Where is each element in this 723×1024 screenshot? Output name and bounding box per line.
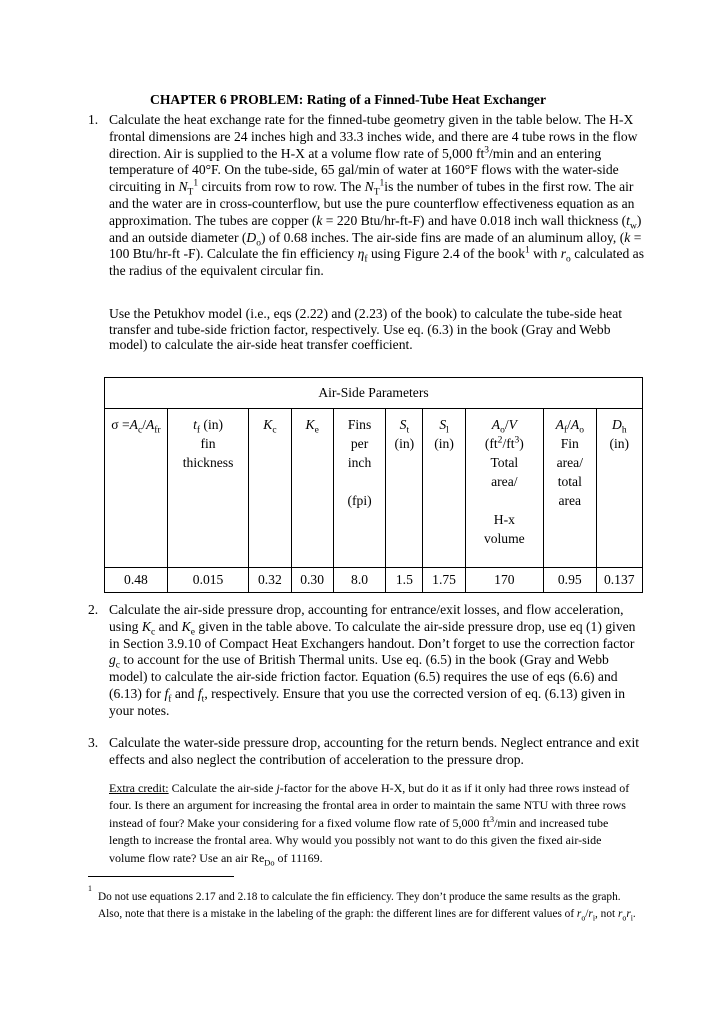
col-fin-thickness: $t_f$ (in) fin thickness xyxy=(167,409,248,568)
table-cell: 1.5 xyxy=(386,568,423,593)
problem-2 xyxy=(88,602,648,720)
table-row xyxy=(105,568,643,593)
col-ke: $K_e$ xyxy=(291,409,333,568)
col-fin-area-ratio: $A_f/A_o$ Fin area/ total area xyxy=(544,409,597,568)
table-cell: 0.137 xyxy=(596,568,642,593)
col-area-volume: $A_o/V$ $(ft^2/ft^3)$ Total area/ H-x volume xyxy=(465,409,543,568)
problem-3 xyxy=(88,735,648,769)
table-cell: 8.0 xyxy=(333,568,386,593)
table-header-row xyxy=(105,409,643,568)
problem-1 xyxy=(88,112,648,280)
col-st: $S_t$ (in) xyxy=(386,409,423,568)
extra-credit-label: Extra credit: xyxy=(109,781,169,795)
col-sl: $S_l$ (in) xyxy=(423,409,465,568)
table-cell: 0.32 xyxy=(249,568,291,593)
page-title: CHAPTER 6 PROBLEM: Rating of a Finned-Tube Heat Exchanger xyxy=(150,92,546,107)
petukhov-paragraph: Use the Petukhov model (i.e., eqs (2.22) and (2.23) of the book) to calculate the tube-side heat transfer and tube-side friction factor, respectively. Use eq. (6.3) in the book (Gray and Webb model) to calculate the air-side heat transfer coefficient. xyxy=(109,306,623,352)
col-kc: $K_c$ xyxy=(249,409,291,568)
footnote: 1 Do not use equations 2.17 and 2.18 to calculate the fin efficiency. They don’t produce the same results as the graph. Also, note that there is a mistake in the labeling of the graph: the different lines are for different values of $r_o/r_i$, not $r_or_i$. xyxy=(88,889,644,922)
col-fins-per-inch: Fins per inch (fpi) xyxy=(333,409,386,568)
air-side-parameters-table xyxy=(104,377,643,593)
table-title: Air-Side Parameters xyxy=(105,378,643,409)
extra-credit: Extra credit: Calculate the air-side j-factor for the above H-X, but do it as if it only had three rows instead of four. Is there an argument for increasing the frontal area in order to maintain the same NTU with three rows instead of four? Make your considering for a fixed volume flow rate of 5,000 $ft^3/\min$ and increased tube length to increase the frontal area. Why would you possibly not want to do this given the fixed air-side volume flow rate? Use an air $Re_{Do}$ of 11169. xyxy=(109,781,630,868)
table-cell: 170 xyxy=(465,568,543,593)
footnote-text: Do not use equations 2.17 and 2.18 to calculate the fin efficiency. They don’t produce the same results as the graph. Also, note that there is a mistake in the labeling of the graph: the different lines are for different values of $r_o/r_i$, not $r_or_i$. xyxy=(98,891,636,922)
problem-number: 3. xyxy=(88,735,99,750)
problem-text: Calculate the water-side pressure drop, accounting for the return bends. Neglect entrance and exit effects and also neglect the contribution of acceleration to the pressure drop. xyxy=(109,735,640,767)
table-cell: 0.48 xyxy=(105,568,168,593)
problem-text: Calculate the heat exchange rate for the finned-tube geometry given in the table below. The H-X frontal dimensions are 24 inches high and 33.3 inches wide, and there are 4 tube rows in the flow direction. Air is supplied to the H-X at a volume flow rate of 5,000 $ft^3/\min$ and an entering temperature of 40°F. On the tube-side, 65 gal/min of water at 160°F flows with the water-side circuiting in $N_T^1$ circuits from row to row. The $N_T^1is$ the number of tubes in the first row. The air and the water are in cross-counterflow, but use the pure counterflow effectiveness equation as an approximation. The tubes are copper (k = 220 Btu/hr-ft-F) and have 0.018 inch wall thickness $(t_w)$ and an outside diameter $(D_o)$ of 0.68 inches. The air-side fins are made of an aluminum alloy, (k = 100 Btu/hr-ft -F). Calculate the fin efficiency $\eta_f$ using Figure 2.4 of the book$^1$ with $r_o$ calculated as the radius of the equivalent circular fin. xyxy=(109,112,645,279)
col-dh: $D_h$ (in) xyxy=(596,409,642,568)
problem-number: 1. xyxy=(88,112,99,127)
table-cell: 0.30 xyxy=(291,568,333,593)
table-cell: 0.015 xyxy=(167,568,248,593)
problem-text: Calculate the air-side pressure drop, accounting for entrance/exit losses, and flow acceleration, using $K_c$ and $K_e$ given in the table above. To calculate the air-side pressure drop, use eq (1) given in Section 3.9.10 of Compact Heat Exchangers handout. Don’t forget to use the correction factor $g_c$ to account for the use of British Thermal units. Use eq. (6.5) in the book (Gray and Webb model) to calculate the air-side friction factor. Equation (6.5) requires the use of eqs (6.6) and (6.13) for $f_f$ and $f_t$, respectively. Ensure that you use the corrected version of eq. (6.13) given in your notes. xyxy=(109,602,636,718)
problem-number: 2. xyxy=(88,602,99,617)
col-sigma: $\sigma =A_c/A_{fr}$ xyxy=(105,409,168,568)
footnote-divider xyxy=(88,876,234,877)
table-cell: 0.95 xyxy=(544,568,597,593)
table-cell: 1.75 xyxy=(423,568,465,593)
